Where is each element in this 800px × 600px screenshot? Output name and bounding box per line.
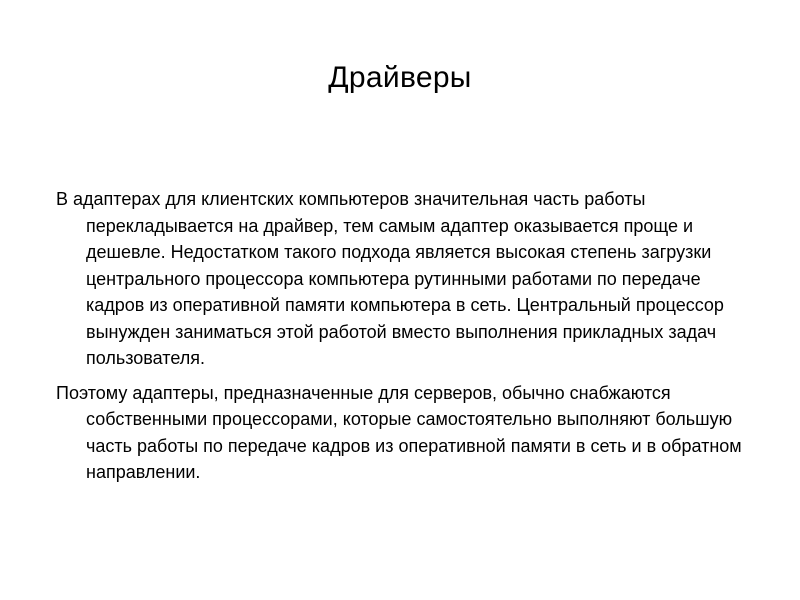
slide-title: Драйверы [328,61,472,94]
body-paragraph-2: Поэтому адаптеры, предназначенные для серверов, обычно снабжаются собственными процессорами, которые самостоятельно выполняют большую часть работы по передаче кадров из оперативной памяти в сеть и в обратном направлении. [56,382,742,482]
slide-body [56,186,756,494]
body-paragraph-1: В адаптерах для клиентских компьютеров значительная часть работы перекладывается на драйвер, тем самым адаптер оказывается проще и дешевле. Недостатком такого подхода является высокая степень загрузки центрального процессора компьютера рутинными работами по передаче кадров из оперативной памяти компьютера в сеть. Центральный процессор вынужден заниматься этой работой вместо выполнения прикладных задач пользователя. [56,189,724,368]
